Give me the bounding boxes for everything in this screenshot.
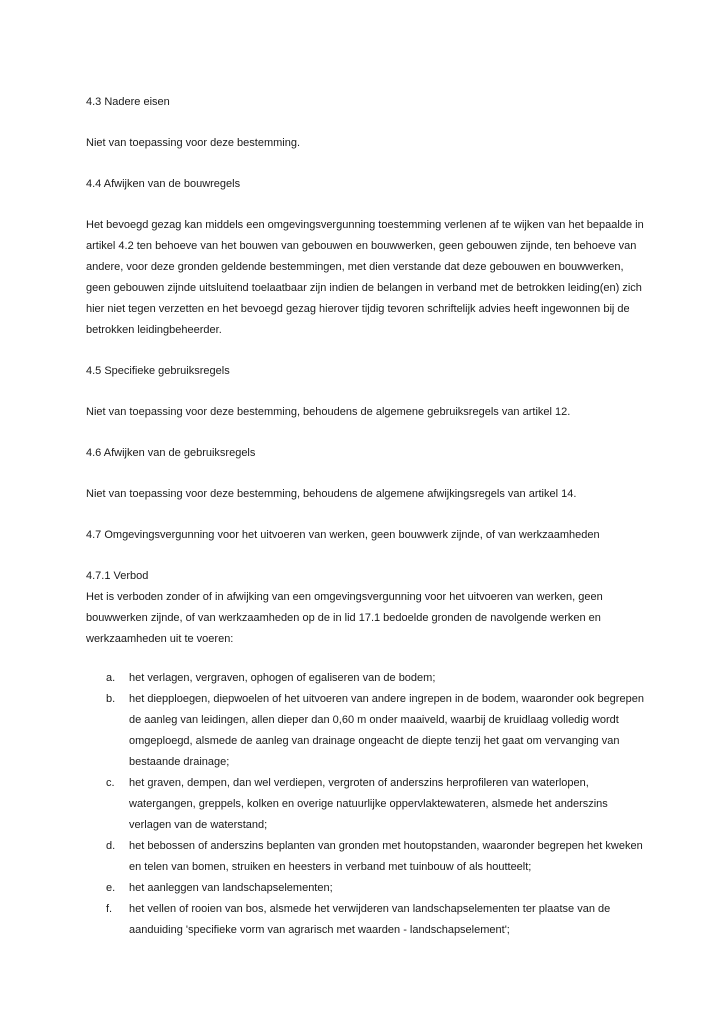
works-list (86, 668, 646, 941)
section-4-4-text: Het bevoegd gezag kan middels een omgevingsvergunning toestemming verlenen af te wijken van het bepaalde in artikel 4.2 ten behoeve van het bouwen van gebouwen en bouwwerken, geen gebouwen zijnde, ten behoeve van andere, voor deze gronden geldende bestemmingen, met dien verstande dat deze gebouwen en bouwwerken, geen gebouwen zijnde uitsluitend toelaatbaar zijn indien de belangen in verband met de betrokken leiding(en) zich hier niet tegen verzetten en het bevoegd gezag hierover tijdig tevoren schriftelijk advies heeft ingewonnen bij de betrokken leidingbeheerder. (86, 219, 644, 336)
section-4-3-heading: 4.3 Nadere eisen (86, 96, 170, 108)
list-item (86, 836, 646, 878)
list-marker: f. (106, 903, 113, 915)
section-4-5-heading: 4.5 Specifieke gebruiksregels (86, 365, 230, 377)
list-marker: d. (106, 840, 116, 852)
list-marker: c. (106, 777, 115, 789)
list-item-text: het graven, dempen, dan wel verdiepen, vergroten of anderszins herprofileren van waterlopen, watergangen, greppels, kolken en overige natuurlijke oppervlaktewateren, alsmede het anderszins verlagen van de waterstand; (129, 777, 608, 831)
list-item-text: het bebossen of anderszins beplanten van gronden met houtopstanden, waaronder begrepen het kweken en telen van bomen, struiken en heesters in verband met tuinbouw of als houtteelt; (129, 840, 643, 873)
list-marker: b. (106, 693, 116, 705)
section-4-7-1-text: Het is verboden zonder of in afwijking van een omgevingsvergunning voor het uitvoeren van werken, geen bouwwerken zijnde, of van werkzaamheden op de in lid 17.1 bedoelde gronden de navolgende werken en werkzaamheden uit te voeren: (86, 591, 603, 645)
list-item-text: het diepploegen, diepwoelen of het uitvoeren van andere ingrepen in de bodem, waaronder ook begrepen de aanleg van leidingen, allen dieper dan 0,60 m onder maaiveld, waarbij de kruidlaag volledig wordt omgeploegd, alsmede de aanleg van drainage ongeacht de diepte tenzij het gaat om vervanging van bestaande drainage; (129, 693, 644, 768)
list-item-text: het aanleggen van landschapselementen; (129, 882, 333, 894)
section-4-4-heading: 4.4 Afwijken van de bouwregels (86, 178, 241, 190)
list-item (86, 689, 646, 773)
document-page (86, 92, 646, 941)
list-item (86, 668, 646, 689)
section-4-6-heading: 4.6 Afwijken van de gebruiksregels (86, 447, 256, 459)
list-item-text: het vellen of rooien van bos, alsmede het verwijderen van landschapselementen ter plaatse van de aanduiding 'specifieke vorm van agrarisch met waarden - landschapselement'; (129, 903, 611, 936)
section-4-5-text: Niet van toepassing voor deze bestemming, behoudens de algemene gebruiksregels van artikel 12. (86, 406, 571, 418)
list-marker: a. (106, 672, 116, 684)
list-item (86, 773, 646, 836)
section-4-7-1-heading: 4.7.1 Verbod (86, 570, 149, 582)
section-4-3-text: Niet van toepassing voor deze bestemming. (86, 137, 301, 149)
list-marker: e. (106, 882, 116, 894)
list-item (86, 899, 646, 941)
section-4-6-text: Niet van toepassing voor deze bestemming, behoudens de algemene afwijkingsregels van artikel 14. (86, 488, 577, 500)
list-item-text: het verlagen, vergraven, ophogen of egaliseren van de bodem; (129, 672, 436, 684)
list-item (86, 878, 646, 899)
section-4-7-heading: 4.7 Omgevingsvergunning voor het uitvoeren van werken, geen bouwwerk zijnde, of van werkzaamheden (86, 529, 600, 541)
